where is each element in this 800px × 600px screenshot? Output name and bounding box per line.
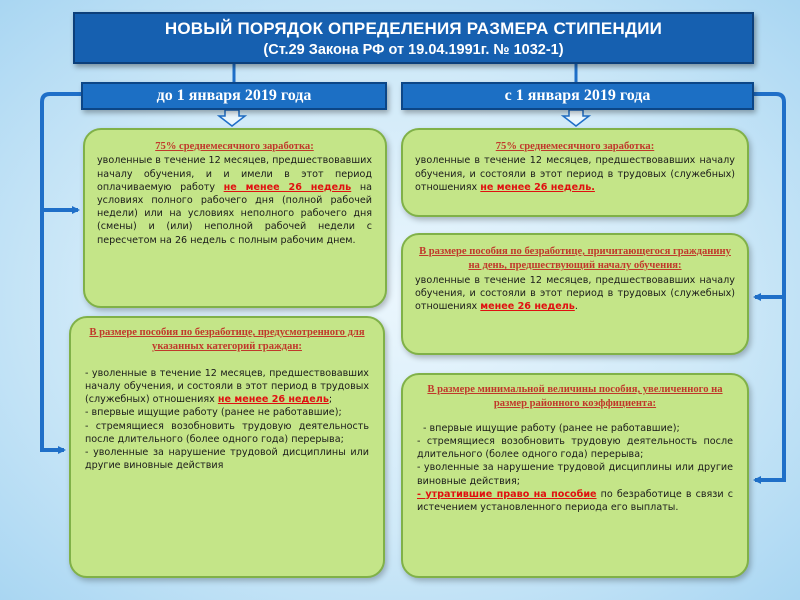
card-heading: В размере минимальной величины пособия, увеличенного на размер районного коэффициента: [427,384,723,410]
page-title: НОВЫЙ ПОРЯДОК ОПРЕДЕЛЕНИЯ РАЗМЕРА СТИПЕНДИИ [164,19,663,38]
list-item: - впервые ищущие работу (ранее не работавшие); [423,422,680,434]
list-item: - стремящиеся возобновить трудовую деятельность после длительного (более одного года) перерыва; [417,435,733,461]
text-segment: - уволенные в течение 12 месяцев, предшествовавших началу обучения, и состояли в этот период в трудовых (служебных) отношениях [85,367,369,406]
down-arrow-right [563,110,589,126]
card-after-75-percent [401,128,749,217]
card-before-75-percent [83,128,387,308]
card-heading: В размере пособия по безработице, предусмотренного для указанных категорий граждан: [89,327,365,353]
text-segment: ; [328,394,333,406]
card-heading: В размере пособия по безработице, причитающегося гражданину на день, предшествующий началу обучения: [419,246,731,272]
list-item [417,488,733,514]
card-after-unemployment-benefit [401,233,749,355]
list-item: - стремящиеся возобновить трудовую деятельность после длительного (более одного года) перерыва; [85,420,369,445]
arrow-left-to-card-l2 [42,205,64,450]
highlight-text: не менее 26 недель [217,394,329,406]
period-header-before: до 1 января 2019 года [81,82,387,110]
highlight-text: - утратившие право на пособие [417,488,597,500]
card-before-unemployment-benefit [69,316,385,578]
title-banner [73,12,754,64]
text-segment: уволенные в течение 12 месяцев, предшествовавших началу обучения, и состояли в этот период в трудовых (служебных) отношениях [415,155,735,193]
card-heading: 75% среднемесячного заработка: [495,141,655,152]
arrow-right-bracket [754,94,784,480]
list-item: - уволенные за нарушение трудовой дисциплины или другие виновные действия; [417,462,733,487]
period-header-after: с 1 января 2019 года [401,82,754,110]
text-segment: уволенные в течение 12 месяцев, предшествовавших началу обучения, и и имели в этот период оплачиваемую работу [97,155,373,193]
down-arrow-left [219,110,245,126]
highlight-text: не менее 26 недель [223,181,352,193]
card-heading: 75% среднемесячного заработка: [155,141,314,152]
page-subtitle: (Ст.29 Закона РФ от 19.04.1991г. № 1032-1) [263,42,564,58]
list-item: - уволенные за нарушение трудовой дисциплины или другие виновные действия [85,447,369,472]
highlight-text: менее 26 недель [480,301,575,313]
text-segment: на условиях полного рабочего дня (полной рабочей недели) или на условиях неполного рабочего дня (смены) и (или) неполной рабочей недели с пересчетом на 26 недель с полным рабочим днем. [97,181,373,246]
arrow-left-to-card-l1 [42,94,81,210]
list-item: - впервые ищущие работу (ранее не работавшие); [85,407,342,419]
text-segment: . [574,301,578,313]
card-text [415,274,735,314]
text-segment: уволенные в течение 12 месяцев, предшествовавших началу обучения, и состояли в этот период в трудовых (служебных) отношениях [415,274,735,313]
list-item [85,367,369,407]
card-text [415,154,735,194]
card-after-minimum-benefit [401,373,749,578]
highlight-text: не менее 26 недель. [480,181,595,193]
text-segment: по безработице в связи с истечением установленного периода его выплаты. [417,488,733,513]
card-text [97,154,372,247]
